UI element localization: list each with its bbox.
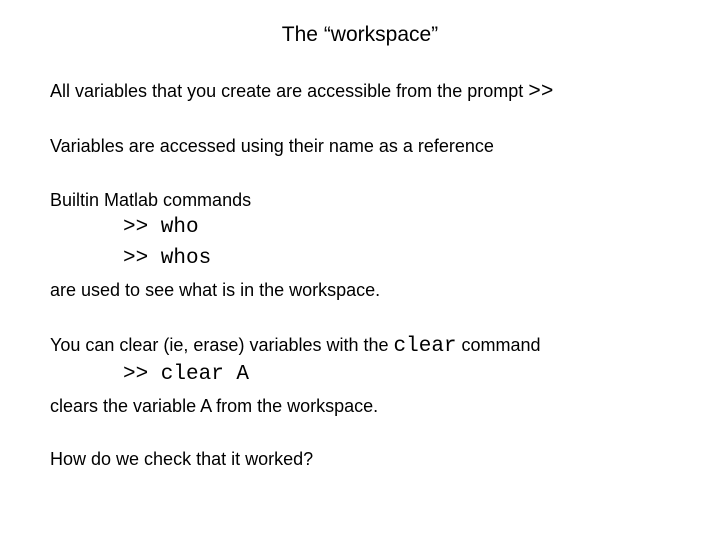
clear-keyword: clear (393, 335, 457, 358)
workspace-purpose-sentence: are used to see what is in the workspace. (50, 280, 381, 300)
check-question: How do we check that it worked? (50, 449, 314, 469)
workspace-access-text: All variables that you create are accessible from the prompt (50, 81, 529, 101)
clear-sentence-suffix: command (456, 335, 541, 355)
clear-command-sentence (50, 334, 541, 358)
workspace-access-sentence (50, 80, 553, 104)
variable-reference-sentence: Variables are accessed using their name as a reference (50, 136, 494, 156)
who-command: >> who (123, 216, 199, 239)
clear-result-sentence: clears the variable A from the workspace. (50, 396, 379, 416)
slide-title: The “workspace” (281, 23, 439, 46)
clear-a-command: >> clear A (123, 363, 250, 386)
clear-sentence-prefix: You can clear (ie, erase) variables with the (50, 335, 394, 355)
whos-command: >> whos (123, 247, 212, 270)
prompt-symbol: >> (528, 81, 554, 104)
builtin-commands-heading: Builtin Matlab commands (50, 190, 252, 210)
